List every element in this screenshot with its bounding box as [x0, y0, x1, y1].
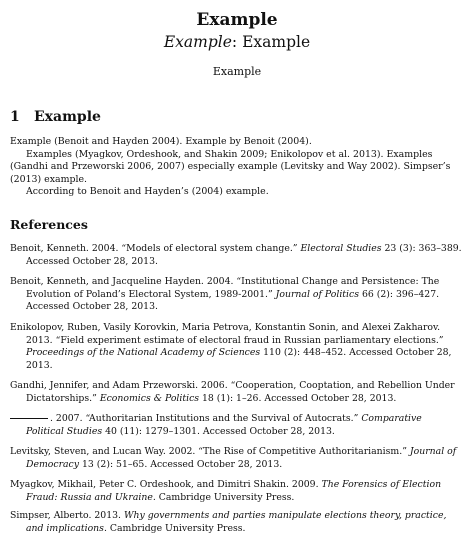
- reference-text: Simpser, Alberto. 2013.: [10, 510, 124, 521]
- subtitle-rest: Example: [242, 33, 311, 51]
- subtitle-italic: Example: [163, 33, 232, 51]
- reference-journal: The Forensics of Election Fraud: Russia and Ukraine.: [26, 479, 442, 503]
- reference-details: 18 (1): 1–26. Accessed October 28, 2013.: [199, 392, 397, 404]
- reference-journal: Comparative Political Studies: [26, 413, 422, 437]
- reference-text: Benoit, Kenneth, and Jacqueline Hayden. 2004. “Institutional Change and Persistence: The Evolution of Poland’s Electoral System, 1989-2001.”: [10, 276, 440, 300]
- paragraph-3: According to Benoit and Hayden’s (2004) example.: [26, 186, 269, 197]
- reference-details: Cambridge University Press.: [155, 491, 295, 503]
- reference-details: 66 (2): 396–427. Accessed October 28, 2013.: [26, 288, 440, 313]
- reference-text: . 2007. “Authoritarian Institutions and the Survival of Autocrats.”: [50, 413, 362, 424]
- reference-entry: [10, 276, 462, 314]
- reference-journal: Journal of Politics: [275, 288, 359, 300]
- section-body: [10, 136, 462, 199]
- reference-entry: [10, 380, 462, 405]
- references-heading: References: [10, 217, 88, 232]
- reference-details: 23 (3): 363–389. Accessed October 28, 2013.: [26, 243, 462, 267]
- reference-text: Gandhi, Jennifer, and Adam Przeworski. 2006. “Cooperation, Cooptation, and Rebellion Under Dictatorships.”: [10, 380, 455, 404]
- reference-text: Levitsky, Steven, and Lucan Way. 2002. “The Rise of Competitive Authoritarianism.”: [10, 446, 410, 457]
- reference-entry: [10, 413, 462, 438]
- repeated-author-dash: [10, 418, 48, 419]
- reference-entry: [10, 510, 462, 535]
- reference-entry: [10, 446, 462, 471]
- reference-entry: [10, 479, 462, 504]
- reference-details: 13 (2): 51–65. Accessed October 28, 2013.: [79, 458, 283, 470]
- reference-journal: Electoral Studies: [300, 243, 382, 254]
- document-author: Example: [212, 65, 262, 78]
- section-title: Example: [34, 109, 101, 125]
- reference-details: 110 (2): 448–452. Accessed October 28, 2013.: [26, 347, 452, 372]
- reference-journal: Proceedings of the National Academy of Sciences: [26, 347, 261, 359]
- reference-journal: Why governments and parties manipulate elections theory, practice, and implications.: [26, 510, 447, 534]
- reference-text: Myagkov, Mikhail, Peter C. Ordeshook, and Dimitri Shakin. 2009.: [10, 479, 322, 490]
- document-title: Example: [196, 10, 278, 30]
- section-heading: [10, 108, 101, 126]
- section-number: 1: [10, 109, 20, 125]
- reference-journal: Journal of Democracy: [26, 446, 457, 470]
- reference-entry: [10, 322, 462, 373]
- reference-journal: Economics & Politics: [99, 392, 200, 404]
- paragraph-1: Example (Benoit and Hayden 2004). Example by Benoit (2004).: [10, 136, 312, 147]
- subtitle-separator: :: [231, 33, 243, 51]
- reference-entry: [10, 243, 462, 268]
- document-subtitle: [0, 33, 474, 52]
- reference-text: Benoit, Kenneth. 2004. “Models of electoral system change.”: [10, 243, 301, 254]
- paragraph-2: Examples (Myagkov, Ordeshook, and Shakin 2009; Enikolopov et al. 2013). Examples (Gandhi and Przeworski 2006, 2007) especially example (Levitsky and Way 2002). Simpser’s (2013) example.: [10, 148, 451, 185]
- reference-details: 40 (11): 1279–1301. Accessed October 28, 2013.: [102, 425, 335, 437]
- reference-details: Cambridge University Press.: [106, 522, 246, 534]
- reference-text: Enikolopov, Ruben, Vasily Korovkin, Maria Petrova, Konstantin Sonin, and Alexei Zakharov. 2013. “Field experiment estimate of electoral fraud in Russian parliamentary elections.”: [10, 322, 444, 346]
